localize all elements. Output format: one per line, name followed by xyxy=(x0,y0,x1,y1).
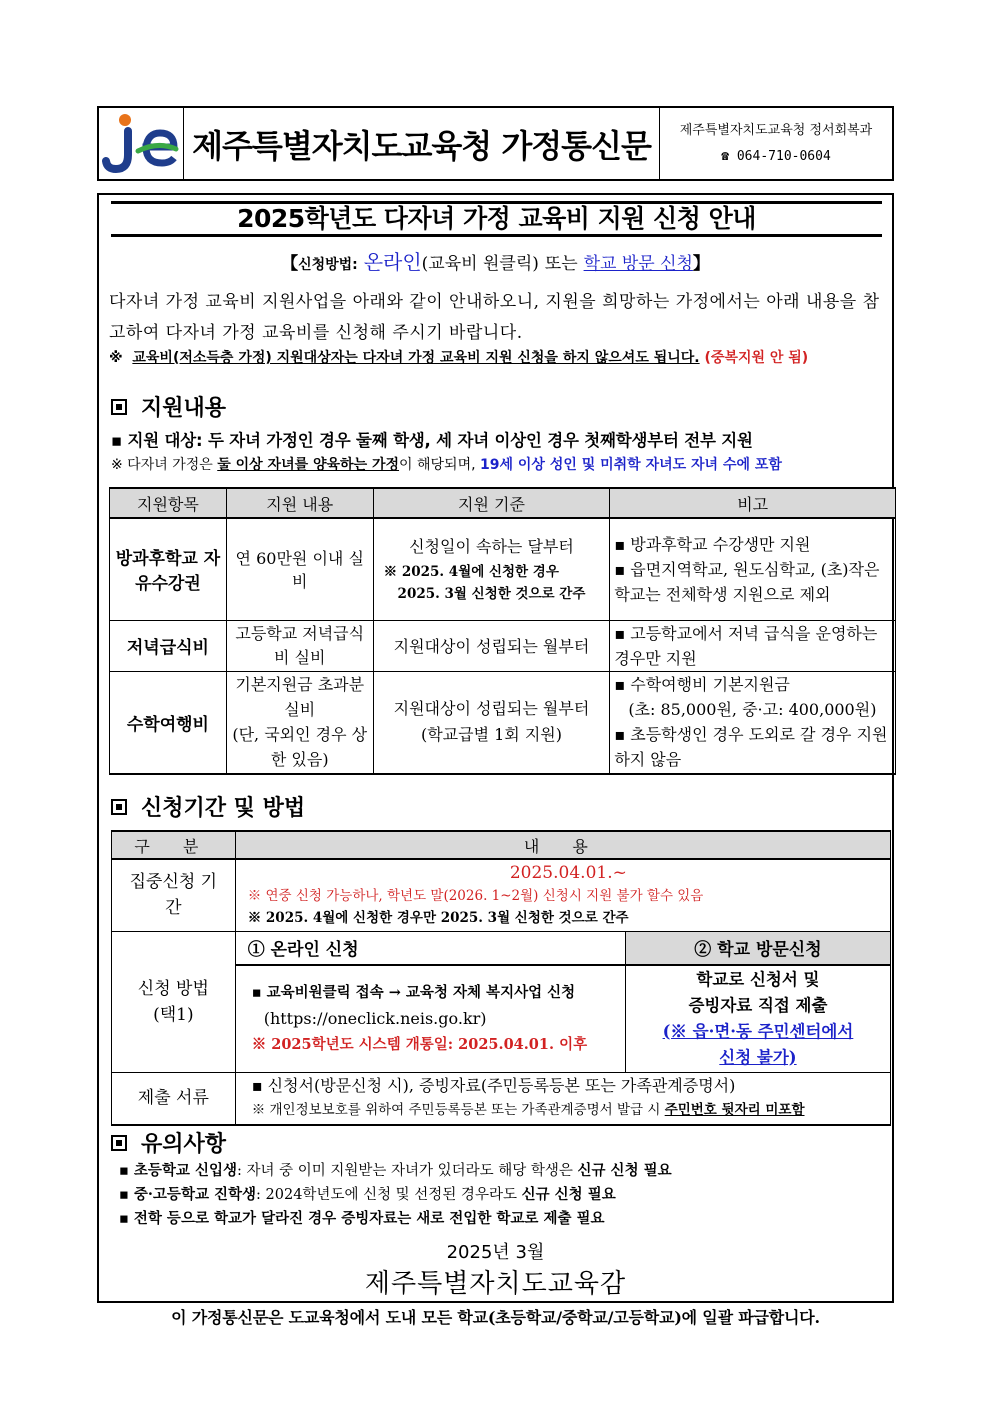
memo-line: ▪ 초등학생인 경우 도외로 갈 경우 지원하지 않음 xyxy=(614,725,888,770)
note-part: ※ 개인정보보호를 위하여 주민등록등본 또는 가족관계증명서 발급 시 xyxy=(251,1102,665,1119)
criteria-text: 신청일이 속하는 달부터 xyxy=(409,537,574,557)
section-title: 유의사항 xyxy=(141,1132,227,1157)
letterhead xyxy=(97,106,894,181)
table-row xyxy=(112,931,891,965)
criteria-note: (학교급별 1회 지원) xyxy=(420,725,562,745)
caution-tail: 신규 신청 필요 xyxy=(521,1186,616,1203)
caution-item xyxy=(119,1183,672,1207)
visit-apply-content xyxy=(625,965,890,1073)
period-note: ※ 2025. 4월에 신청한 경우만 2025. 3월 신청한 것으로 간주 xyxy=(247,910,629,927)
memo-line: ▪ 읍면지역학교, 원도심학교, (초)작은학교는 전체학생 지원으로 제외 xyxy=(614,559,880,604)
col-header: 내 용 xyxy=(235,831,890,859)
online-apply-content xyxy=(235,965,625,1073)
note-part: 둘 이상 자녀를 양육하는 가정 xyxy=(217,457,400,473)
application-table xyxy=(111,830,891,1126)
online-open-date: ※ 2025학년도 시스템 개통일: 2025.04.01. 이후 xyxy=(251,1036,588,1053)
notice-body xyxy=(97,193,894,1303)
method-label: 신청 방법 (택1) xyxy=(112,931,236,1073)
table-row xyxy=(112,1073,891,1125)
letterhead-title: 제주특별자치도교육청 가정통신문 xyxy=(184,108,660,179)
note-part: 이 해당되며, xyxy=(399,457,481,473)
col-header: 지원항목 xyxy=(110,488,227,518)
support-memo xyxy=(610,671,896,774)
visit-step: 증빙자료 직접 제출 xyxy=(688,996,828,1015)
logo xyxy=(99,108,184,179)
documents-line: ▪ 신청서(방문신청 시), 증빙자료(주민등록등본 또는 가족관계증명서) xyxy=(251,1076,736,1096)
application-method-line xyxy=(99,246,892,275)
period-date: 2025.04.01.~ xyxy=(509,863,627,884)
col-header: 비고 xyxy=(610,488,896,518)
online-step: ▪ 교육비원클릭 접속 → 교육청 자체 복지사업 신청 xyxy=(251,984,576,1001)
period-note: ※ 연중 신청 가능하나, 학년도 말(2026. 1~2월) 신청시 지원 불가 할수 있음 xyxy=(247,888,704,905)
support-content: 연 60만원 이내 실비 xyxy=(226,518,373,620)
bracket-open: 【 xyxy=(281,254,299,274)
content-text: 기본지원금 초과분 실비 xyxy=(235,675,365,720)
online-url: (https://oneclick.neis.go.kr) xyxy=(263,1009,487,1028)
documents-content xyxy=(235,1073,890,1125)
period-label: 집중신청 기간 xyxy=(112,859,236,931)
support-memo xyxy=(610,518,896,620)
support-memo xyxy=(610,620,896,671)
support-item: 방과후학교 자유수강권 xyxy=(110,518,227,620)
table-row xyxy=(110,671,896,774)
notice-text: 교육비(저소득층 가정) 지원대상자는 다자녀 가정 교육비 지원 신청을 하지 않으셔도 됩니다. xyxy=(132,350,700,366)
visit-apply-header: ② 학교 방문신청 xyxy=(625,931,890,965)
support-target: ▪ 지원 대상: 두 자녀 가정인 경우 둘째 학생, 세 자녀 이상인 경우 첫째학생부터 전부 지원 xyxy=(111,431,753,450)
section-title: 지원내용 xyxy=(141,396,227,421)
issue-date: 2025년 3월 xyxy=(446,1242,545,1263)
note-part: 19세 이상 성인 및 미취학 자녀도 자녀 수에 포함 xyxy=(480,457,782,473)
section-bullet-icon xyxy=(111,1135,127,1151)
visit-method: 학교 방문 신청 xyxy=(583,254,693,274)
caution-lead: ▪ 초등학교 신입생 xyxy=(119,1162,237,1179)
online-method-sub: (교육비 원클릭) xyxy=(421,254,539,274)
documents-label: 제출 서류 xyxy=(112,1073,236,1125)
caution-text: : 자녀 중 이미 지원받는 자녀가 있더라도 해당 학생은 xyxy=(236,1163,578,1179)
visit-warning: 신청 불가) xyxy=(719,1048,797,1067)
caution-text: : 2024학년도에 신청 및 선정된 경우라도 xyxy=(256,1187,522,1203)
support-content: 고등학교 저녁급식비 실비 xyxy=(226,620,373,671)
support-item: 저녁급식비 xyxy=(110,620,227,671)
or-text: 또는 xyxy=(544,254,578,274)
section-cautions xyxy=(111,1127,226,1158)
caution-list xyxy=(119,1159,672,1231)
note-part: 주민번호 뒷자리 미포함 xyxy=(664,1102,805,1119)
visit-step: 학교로 신청서 및 xyxy=(696,970,820,989)
support-target-note xyxy=(111,454,782,474)
section-title: 신청기간 및 방법 xyxy=(141,796,306,821)
support-content xyxy=(226,671,373,774)
table-row xyxy=(110,518,896,620)
notice-red-text: (중복지원 안 됨) xyxy=(704,350,809,366)
memo-line: ▪ 방과후학교 수강생만 지원 xyxy=(614,534,811,554)
table-row xyxy=(110,620,896,671)
intro-paragraph: 다자녀 가정 교육비 지원사업을 아래와 같이 안내하오니, 지원을 희망하는 가정에서는 아래 내용을 참고하여 다자녀 가정 교육비를 신청해 주시기 바랍니다. xyxy=(109,292,880,343)
caution-item xyxy=(119,1207,672,1231)
phone-number: ☎ 064-710-0604 xyxy=(721,148,831,164)
section-application-period xyxy=(111,791,305,822)
visit-warning: (※ 읍·면·동 주민센터에서 xyxy=(662,1022,854,1041)
col-header: 지원 기준 xyxy=(373,488,610,518)
caution-lead: ▪ 중·고등학교 진학생 xyxy=(119,1186,257,1203)
department: 제주특별자치도교육청 정서회복과 xyxy=(679,122,873,138)
section-support-content xyxy=(111,391,226,422)
support-criteria: 지원대상이 성립되는 월부터 xyxy=(373,620,610,671)
period-content xyxy=(235,859,890,931)
section-bullet-icon xyxy=(111,799,127,815)
jeju-education-logo-icon xyxy=(102,111,180,177)
documents-note xyxy=(252,1098,889,1122)
method-label: 신청방법: xyxy=(298,257,358,273)
support-table xyxy=(109,487,896,775)
col-header: 구 분 xyxy=(112,831,236,859)
support-criteria xyxy=(373,671,610,774)
criteria-text: 지원대상이 성립되는 월부터 xyxy=(393,699,590,719)
caution-tail: 신규 신청 필요 xyxy=(577,1162,672,1179)
caution-item xyxy=(119,1159,672,1183)
duplicate-notice xyxy=(109,347,889,367)
online-apply-header: ① 온라인 신청 xyxy=(235,931,625,965)
document-title: 2025학년도 다자녀 가정 교육비 지원 신청 안내 xyxy=(111,201,882,237)
criteria-note: ※ 2025. 4월에 신청한 경우 xyxy=(383,564,559,581)
signature: 제주특별자치도교육감 xyxy=(364,1269,627,1299)
contact-info xyxy=(660,108,892,179)
content-note: (단, 국외인 경우 상한 있음) xyxy=(232,725,368,770)
support-item: 수학여행비 xyxy=(110,671,227,774)
memo-line: (초: 85,000원, 중·고: 400,000원) xyxy=(628,700,877,720)
support-criteria xyxy=(373,518,610,620)
note-part: ※ 다자녀 가정은 xyxy=(111,457,218,473)
bracket-close: 】 xyxy=(692,254,710,274)
online-method: 온라인 xyxy=(363,250,422,274)
caution-lead: ▪ 전학 등으로 학교가 달라진 경우 증빙자료는 새로 전입한 학교로 제출 필요 xyxy=(119,1210,605,1227)
notice-mark: ※ xyxy=(109,350,123,366)
section-bullet-icon xyxy=(111,399,127,415)
distribution-footer: 이 가정통신문은 도교육청에서 도내 모든 학교(초등학교/중학교/고등학교)에 일괄 파급합니다. xyxy=(171,1308,820,1327)
memo-line: ▪ 수학여행비 기본지원금 xyxy=(614,675,790,695)
criteria-note: 2025. 3월 신청한 것으로 간주 xyxy=(397,586,586,603)
table-row xyxy=(112,859,891,931)
memo-line: ▪ 고등학교에서 저녁 급식을 운영하는 경우만 지원 xyxy=(614,623,878,668)
col-header: 지원 내용 xyxy=(226,488,373,518)
